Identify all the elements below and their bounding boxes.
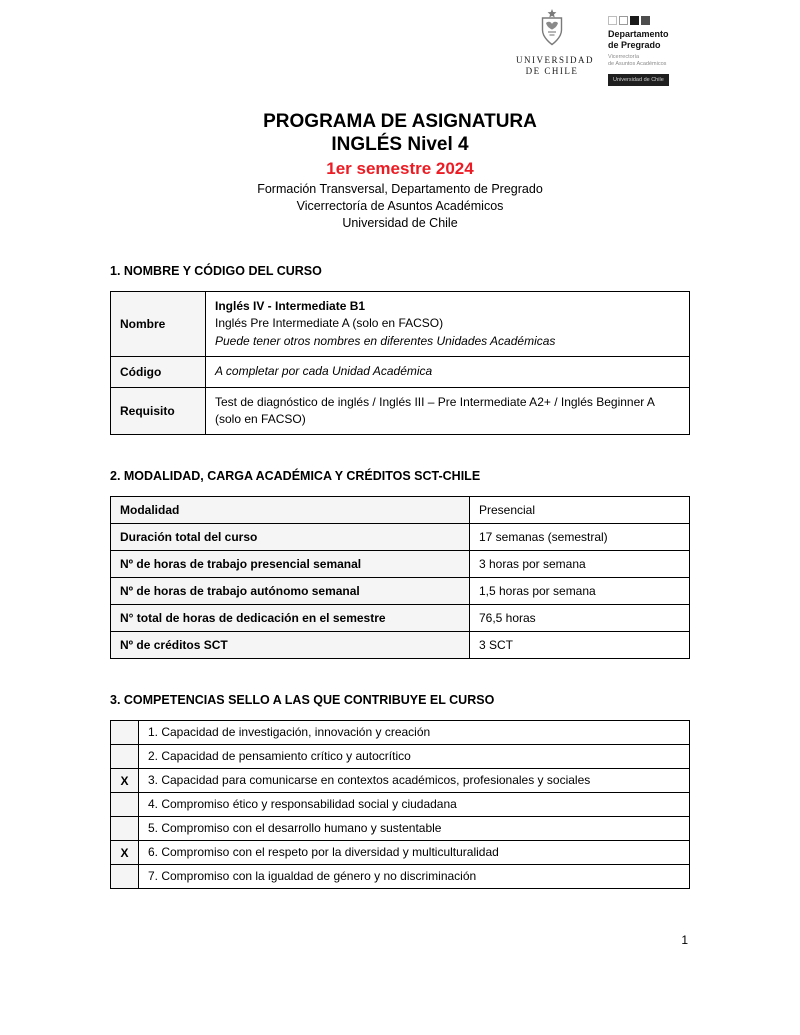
section3-heading: 3. COMPETENCIAS SELLO A LAS QUE CONTRIBUYE EL CURSO [110, 693, 495, 708]
subtitle-line2: Vicerrectoría de Asuntos Académicos [296, 199, 504, 214]
document-title-line1: PROGRAMA DE ASIGNATURA [263, 111, 537, 132]
table-row [111, 524, 690, 551]
workload-label: Nº de horas de trabajo autónomo semanal [111, 578, 470, 605]
competency-text: 2. Capacidad de pensamiento crítico y autocrítico [139, 745, 690, 769]
workload-value: 3 SCT [469, 632, 689, 659]
document-title-line2: INGLÉS Nivel 4 [331, 134, 469, 156]
header-logos [516, 8, 688, 86]
requisito-value-cell: Test de diagnóstico de inglés / Inglés III – Pre Intermediate A2+ / Inglés Beginner A (solo en FACSO) [206, 387, 690, 435]
table-row [111, 357, 690, 387]
uchile-logo-text [516, 55, 594, 78]
table-row [111, 793, 690, 817]
workload-label: N° total de horas de dedicación en el semestre [111, 605, 470, 632]
pregrado-tagline-line1: Vicerrectoría [608, 53, 640, 60]
workload-label: Nº de horas de trabajo presencial semanal [111, 551, 470, 578]
universidad-de-chile-logo [516, 8, 594, 78]
workload-value: Presencial [469, 497, 689, 524]
competency-text: 3. Capacidad para comunicarse en contextos académicos, profesionales y sociales [139, 769, 690, 793]
competency-text: 5. Compromiso con el desarrollo humano y sustentable [139, 817, 690, 841]
document-title [0, 110, 800, 156]
competency-text: 4. Compromiso ético y responsabilidad social y ciudadana [139, 793, 690, 817]
workload-table [110, 496, 690, 659]
table-row [111, 291, 690, 356]
nombre-label-cell: Nombre [111, 291, 206, 356]
table-row [111, 841, 690, 865]
course-name-table [110, 291, 690, 435]
pregrado-logo-badge: Universidad de Chile [608, 74, 669, 87]
table-row [111, 769, 690, 793]
table-row [111, 551, 690, 578]
competency-mark [111, 817, 139, 841]
competency-text: 7. Compromiso con la igualdad de género y no discriminación [139, 865, 690, 889]
subtitle-line3: Universidad de Chile [342, 216, 458, 231]
competency-mark [111, 865, 139, 889]
table-row [111, 865, 690, 889]
page-number: 1 [681, 933, 688, 947]
semester-heading: 1er semestre 2024 [326, 159, 474, 179]
codigo-value-cell: A completar por cada Unidad Académica [206, 357, 690, 387]
table-row [111, 497, 690, 524]
pregrado-logo-tagline [608, 54, 688, 68]
pregrado-title-line1: Departamento [608, 29, 669, 39]
competency-text: 6. Compromiso con el respeto por la diversidad y multiculturalidad [139, 841, 690, 865]
table-row [111, 387, 690, 435]
workload-value: 76,5 horas [469, 605, 689, 632]
competency-mark: X [111, 769, 139, 793]
table-row [111, 578, 690, 605]
table-row [111, 745, 690, 769]
competencies-table [110, 720, 690, 889]
workload-value: 1,5 horas por semana [469, 578, 689, 605]
nombre-line3: Puede tener otros nombres en diferentes Unidades Académicas [215, 333, 556, 348]
workload-label: Duración total del curso [111, 524, 470, 551]
document-subtitle [0, 181, 800, 232]
competency-mark [111, 721, 139, 745]
pregrado-squares-icon [608, 16, 688, 25]
competency-mark: X [111, 841, 139, 865]
table-row [111, 632, 690, 659]
uchile-logo-line2: DE CHILE [525, 66, 579, 77]
pregrado-title-line2: de Pregrado [608, 39, 661, 50]
pregrado-logo-title [608, 29, 688, 51]
table-row [111, 817, 690, 841]
nombre-value-cell [206, 291, 690, 356]
nombre-line1: Inglés IV - Intermediate B1 [215, 298, 366, 313]
section1-heading: 1. NOMBRE Y CÓDIGO DEL CURSO [110, 263, 322, 278]
uchile-crest-icon [535, 8, 569, 55]
codigo-label-cell: Código [111, 357, 206, 387]
departamento-pregrado-logo [608, 8, 688, 86]
workload-value: 3 horas por semana [469, 551, 689, 578]
table-row [111, 721, 690, 745]
workload-value: 17 semanas (semestral) [469, 524, 689, 551]
nombre-line2: Inglés Pre Intermediate A (solo en FACSO) [215, 316, 444, 331]
workload-label: Modalidad [111, 497, 470, 524]
competency-text: 1. Capacidad de investigación, innovación y creación [139, 721, 690, 745]
competency-mark [111, 793, 139, 817]
subtitle-line1: Formación Transversal, Departamento de Pregrado [257, 182, 543, 197]
table-row [111, 605, 690, 632]
pregrado-tagline-line2: de Asuntos Académicos [608, 60, 667, 67]
requisito-label-cell: Requisito [111, 387, 206, 435]
competency-mark [111, 745, 139, 769]
uchile-logo-line1: UNIVERSIDAD [516, 55, 594, 65]
document-content [110, 264, 690, 889]
section2-heading: 2. MODALIDAD, CARGA ACADÉMICA Y CRÉDITOS SCT-CHILE [110, 469, 481, 484]
workload-label: Nº de créditos SCT [111, 632, 470, 659]
